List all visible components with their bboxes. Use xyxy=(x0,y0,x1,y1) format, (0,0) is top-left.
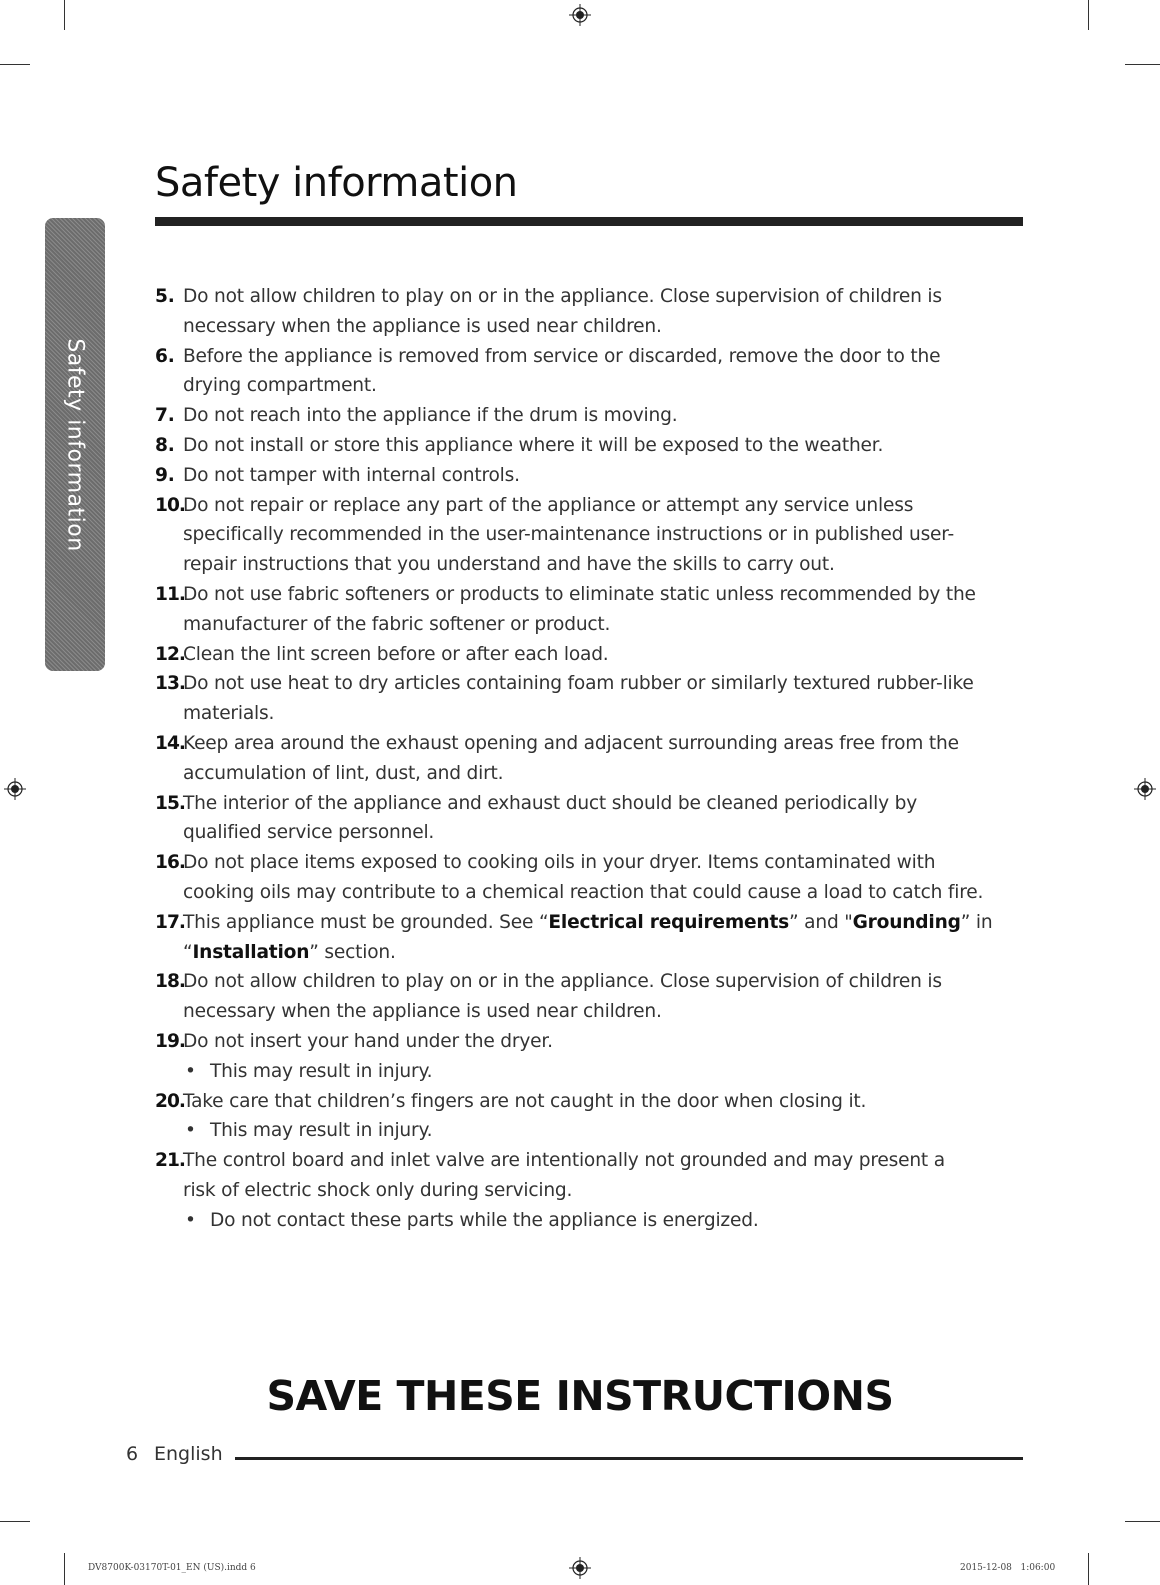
item-number: 14. xyxy=(155,732,185,754)
item-text: specifically recommended in the user-maintenance instructions or in published user- xyxy=(183,524,955,546)
item-text-part: ” section. xyxy=(309,941,396,963)
item-text xyxy=(183,938,1035,968)
crop-mark xyxy=(1088,0,1089,30)
registration-mark-icon xyxy=(1134,778,1156,800)
footer-rule xyxy=(235,1457,1023,1460)
bullet-text: This may result in injury. xyxy=(210,1060,433,1082)
crop-mark xyxy=(1125,1521,1160,1522)
item-text: risk of electric shock only during servicing. xyxy=(183,1179,573,1201)
item-text: drying compartment. xyxy=(183,375,377,397)
item-text: Do not use heat to dry articles containing foam rubber or similarly textured rubber-like xyxy=(183,673,974,695)
bullet-icon: • xyxy=(185,1060,196,1082)
list-item xyxy=(155,282,1035,342)
item-text: Do not install or store this appliance where it will be exposed to the weather. xyxy=(183,434,884,456)
list-item xyxy=(155,789,1035,849)
registration-mark-icon xyxy=(569,4,591,26)
bullet-text: This may result in injury. xyxy=(210,1120,433,1142)
side-tab-label: Safety information xyxy=(62,338,88,552)
item-text: manufacturer of the fabric softener or product. xyxy=(183,613,611,635)
list-item xyxy=(155,1027,1035,1057)
item-text: Do not repair or replace any part of the appliance or attempt any service unless xyxy=(183,494,914,516)
item-text: Do not place items exposed to cooking oils in your dryer. Items contaminated with xyxy=(183,852,936,874)
crop-mark xyxy=(64,0,65,30)
page-title: Safety information xyxy=(155,160,518,206)
item-text: The interior of the appliance and exhaust duct should be cleaned periodically by xyxy=(183,792,918,814)
item-number: 20. xyxy=(155,1090,185,1112)
crop-mark xyxy=(64,1553,65,1585)
item-number: 5. xyxy=(155,286,175,307)
item-number: 7. xyxy=(155,405,175,427)
list-item xyxy=(155,848,1035,908)
item-number: 10. xyxy=(155,494,185,516)
item-number: 15. xyxy=(155,792,185,814)
item-text: Do not use fabric softeners or products to eliminate static unless recommended by the xyxy=(183,583,976,605)
item-number: 19. xyxy=(155,1030,185,1052)
item-text: accumulation of lint, dust, and dirt. xyxy=(183,762,504,784)
item-text: Clean the lint screen before or after each load. xyxy=(183,643,609,665)
item-number: 18. xyxy=(155,971,185,993)
safety-list xyxy=(155,282,1035,1236)
bullet-item xyxy=(155,1116,1035,1146)
crop-mark xyxy=(0,1521,30,1522)
item-number: 6. xyxy=(155,345,175,367)
item-number: 9. xyxy=(155,464,175,486)
item-text: Do not reach into the appliance if the drum is moving. xyxy=(183,405,678,427)
bullet-item xyxy=(155,1206,1035,1236)
item-text-part: “ xyxy=(183,941,193,963)
print-slug-file: DV8700K-03170T-01_EN (US).indd 6 xyxy=(88,1563,256,1573)
list-item xyxy=(155,908,1035,968)
print-slug-date: 2015-12-08 1:06:00 xyxy=(960,1563,1056,1573)
item-text: Keep area around the exhaust opening and adjacent surrounding areas free from the xyxy=(183,732,959,754)
item-number: 11. xyxy=(155,583,185,605)
title-rule xyxy=(155,217,1023,226)
item-text: Do not tamper with internal controls. xyxy=(183,464,520,486)
list-item xyxy=(155,401,1035,431)
item-text: materials. xyxy=(183,703,275,725)
item-number: 17. xyxy=(155,911,185,933)
item-text: necessary when the appliance is used near children. xyxy=(183,1001,662,1023)
list-item xyxy=(155,640,1035,670)
item-text: necessary when the appliance is used near children. xyxy=(183,315,662,337)
item-text: Before the appliance is removed from service or discarded, remove the door to the xyxy=(183,345,941,367)
registration-mark-icon xyxy=(4,778,26,800)
footer-language: English xyxy=(154,1443,223,1465)
section-reference: Electrical requirements xyxy=(548,911,790,933)
item-number: 16. xyxy=(155,852,185,874)
list-item xyxy=(155,669,1035,729)
item-number: 12. xyxy=(155,643,185,665)
crop-mark xyxy=(1125,64,1160,65)
item-number: 21. xyxy=(155,1150,185,1172)
item-text: Take care that children’s fingers are not caught in the door when closing it. xyxy=(183,1090,867,1112)
bullet-item xyxy=(155,1057,1035,1087)
item-text-part: This appliance must be grounded. See “ xyxy=(183,911,549,933)
registration-mark-icon xyxy=(569,1557,591,1579)
list-item xyxy=(155,491,1035,580)
section-reference: Grounding xyxy=(852,911,961,933)
bullet-icon: • xyxy=(185,1120,196,1142)
section-reference: Installation xyxy=(192,941,310,963)
item-text: Do not allow children to play on or in the appliance. Close supervision of children is xyxy=(183,286,942,307)
list-item xyxy=(155,1146,1035,1206)
item-text-part: ” in xyxy=(960,911,993,933)
list-item xyxy=(155,967,1035,1027)
list-item xyxy=(155,729,1035,789)
item-text: repair instructions that you understand and have the skills to carry out. xyxy=(183,554,835,576)
item-number: 8. xyxy=(155,434,175,456)
list-item xyxy=(155,580,1035,640)
crop-mark xyxy=(1088,1553,1089,1585)
crop-mark xyxy=(0,64,30,65)
item-text-part: ” and " xyxy=(789,911,853,933)
item-text: Do not insert your hand under the dryer. xyxy=(183,1030,553,1052)
item-text: Do not allow children to play on or in the appliance. Close supervision of children is xyxy=(183,971,942,993)
bullet-icon: • xyxy=(185,1209,196,1231)
item-text: qualified service personnel. xyxy=(183,822,435,844)
list-item xyxy=(155,1087,1035,1117)
item-text: The control board and inlet valve are intentionally not grounded and may present a xyxy=(183,1150,945,1172)
page-number: 6 xyxy=(126,1443,139,1465)
item-text xyxy=(183,908,1035,938)
item-text: cooking oils may contribute to a chemical reaction that could cause a load to catch fire. xyxy=(183,881,984,903)
list-item xyxy=(155,431,1035,461)
item-number: 13. xyxy=(155,673,185,695)
list-item xyxy=(155,461,1035,491)
save-instructions-heading: SAVE THESE INSTRUCTIONS xyxy=(266,1372,894,1420)
bullet-text: Do not contact these parts while the appliance is energized. xyxy=(210,1209,759,1231)
list-item xyxy=(155,342,1035,402)
